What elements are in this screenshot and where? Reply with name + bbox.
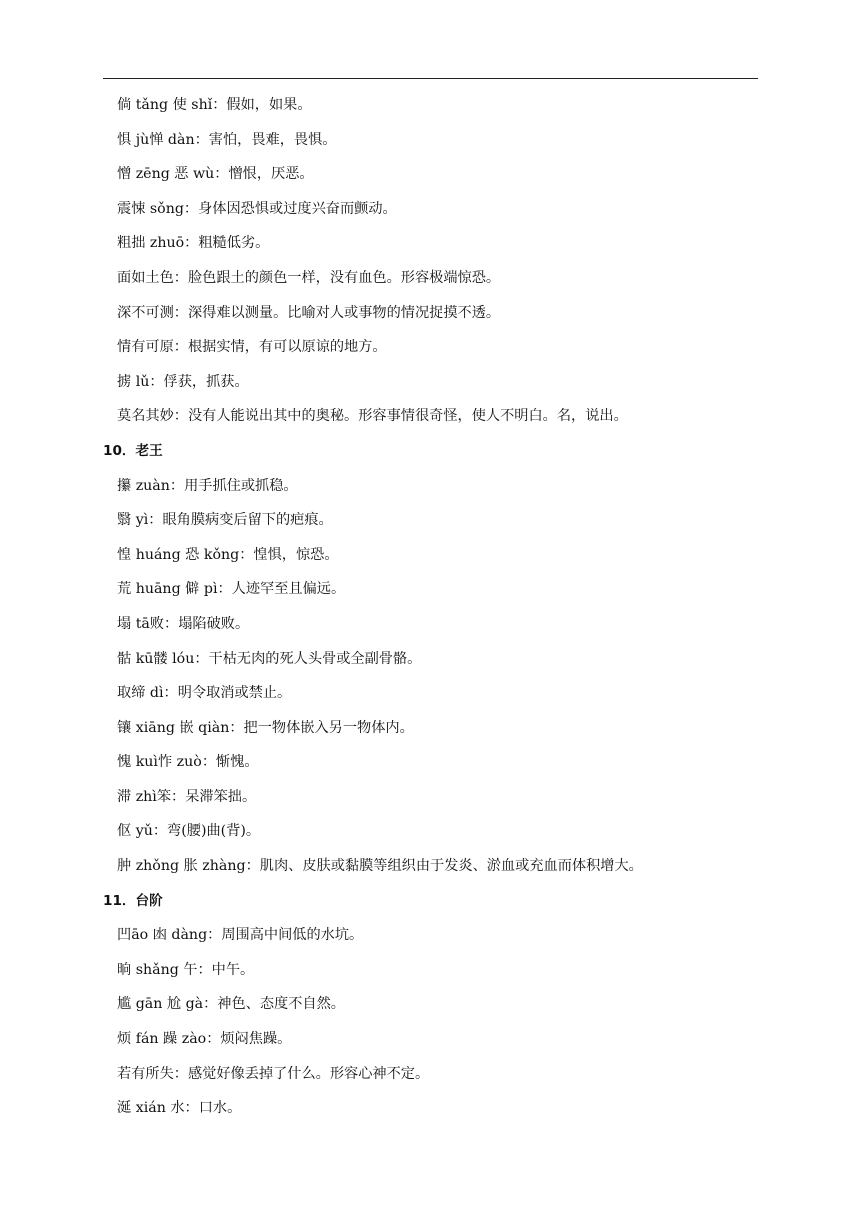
vocab-entry: 骷 kū髅 lóu：干枯无肉的死人头骨或全副骨骼。 (117, 650, 422, 667)
vocab-entry: 凹āo 凼 dàng：周围高中间低的水坑。 (117, 927, 364, 944)
vocab-entry: 取缔 dì：明令取消或禁止。 (117, 685, 292, 702)
vocab-entry: 莫名其妙：没有人能说出其中的奥秘。形容事情很奇怪，使人不明白。名，说出。 (117, 408, 628, 425)
vocab-entry: 掳 lǔ：俘获，抓获。 (117, 373, 249, 390)
vocab-entry: 肿 zhǒng 胀 zhàng：肌肉、皮肤或黏膜等组织由于发炎、淤血或充血而体积增大。 (117, 858, 643, 875)
vocab-entry: 滞 zhì笨：呆滞笨拙。 (117, 788, 257, 805)
vocab-entry: 塌 tā败：塌陷破败。 (117, 615, 250, 632)
vocab-entry: 面如土色：脸色跟土的颜色一样，没有血色。形容极端惊恐。 (117, 269, 501, 286)
section (0, 884, 860, 1126)
vocab-entry: 深不可测：深得难以测量。比喻对人或事物的情况捉摸不透。 (117, 304, 501, 321)
section (0, 434, 860, 884)
vocab-entry: 震悚 sǒng：身体因恐惧或过度兴奋而颤动。 (117, 200, 397, 217)
document-body (0, 88, 860, 1126)
vocab-entry: 荒 huāng 僻 pì：人迹罕至且偏远。 (117, 581, 346, 598)
section-heading: 10．老王 (103, 442, 163, 459)
vocab-entry: 惶 huáng 恐 kǒng：惶惧，惊恐。 (117, 546, 339, 563)
vocab-entry: 惧 jù惮 dàn：害怕，畏难，畏惧。 (117, 131, 337, 148)
vocab-entry: 若有所失：感觉好像丢掉了什么。形容心神不定。 (117, 1065, 430, 1082)
vocab-entry: 愧 kuì怍 zuò：惭愧。 (117, 754, 259, 771)
vocab-entry: 镶 xiāng 嵌 qiàn：把一物体嵌入另一物体内。 (117, 719, 414, 736)
vocab-entry: 粗拙 zhuō：粗糙低劣。 (117, 235, 270, 252)
vocab-entry: 倘 tǎng 使 shǐ：假如，如果。 (117, 97, 312, 113)
vocab-entry: 涎 xián 水：口水。 (117, 1100, 242, 1117)
vocab-entry: 攥 zuàn：用手抓住或抓稳。 (117, 477, 298, 494)
section (0, 88, 860, 434)
section-heading: 11．台阶 (103, 892, 163, 909)
vocab-entry: 翳 yì：眼角膜病变后留下的疤痕。 (117, 512, 333, 529)
vocab-entry: 憎 zēng 恶 wù：憎恨，厌恶。 (117, 166, 314, 183)
vocab-entry: 烦 fán 躁 zào：烦闷焦躁。 (117, 1031, 292, 1048)
vocab-entry: 尴 gān 尬 gà：神色、态度不自然。 (117, 996, 345, 1013)
vocab-entry: 晌 shǎng 午：中午。 (117, 961, 255, 978)
header-rule (103, 78, 758, 79)
vocab-entry: 情有可原：根据实情，有可以原谅的地方。 (117, 339, 387, 356)
vocab-entry: 伛 yǔ：弯(腰)曲(背)。 (117, 823, 261, 840)
